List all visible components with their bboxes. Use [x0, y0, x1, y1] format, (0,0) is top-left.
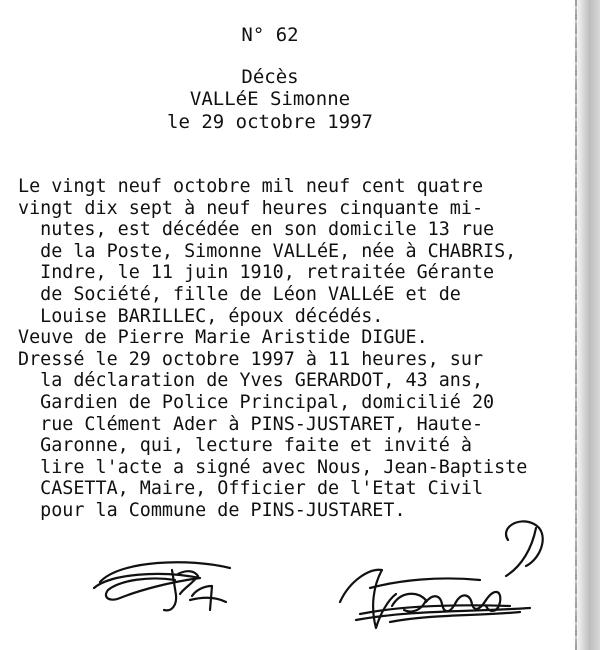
body-line: vingt dix sept à neuf heures cinquante mi-: [18, 197, 484, 219]
body-line: Louise BARILLEC, époux décédés.: [18, 305, 384, 327]
body-line: Indre, le 11 juin 1910, retraitée Gérante: [18, 262, 495, 284]
body-line: Dressé le 29 octobre 1997 à 11 heures, sur: [18, 348, 484, 370]
body-line: Garonne, qui, lecture faite et invité à: [18, 435, 472, 457]
record-body: [18, 176, 578, 522]
body-line: rue Clément Ader à PINS-JUSTARET, Haute-: [18, 413, 484, 435]
body-line: pour la Commune de PINS-JUSTARET.: [18, 499, 406, 521]
body-line: CASETTA, Maire, Officier de l'Etat Civil: [18, 478, 484, 500]
act-type: Décès: [241, 66, 299, 88]
body-line: lire l'acte a signé avec Nous, Jean-Baptiste: [18, 456, 528, 478]
record-number: N° 62: [241, 24, 299, 46]
deceased-name: VALLéE Simonne: [189, 88, 351, 110]
body-line: nutes, est décédée en son domicile 13 rue: [18, 219, 495, 241]
body-line: Gardien de Police Principal, domicilié 20: [18, 391, 495, 413]
body-line: la déclaration de Yves GERARDOT, 43 ans,: [18, 370, 484, 392]
body-line: Veuve de Pierre Marie Aristide DIGUE.: [18, 327, 428, 349]
act-date: le 29 octobre 1997: [167, 111, 373, 133]
right-signature-icon: [330, 510, 570, 640]
left-signature-icon: [80, 540, 270, 630]
body-line: Le vingt neuf octobre mil neuf cent quatre: [18, 176, 484, 197]
body-line: de Société, fille de Léon VALLéE et de: [18, 283, 461, 305]
body-line: de la Poste, Simonne VALLéE, née à CHABRIS,: [18, 240, 517, 262]
